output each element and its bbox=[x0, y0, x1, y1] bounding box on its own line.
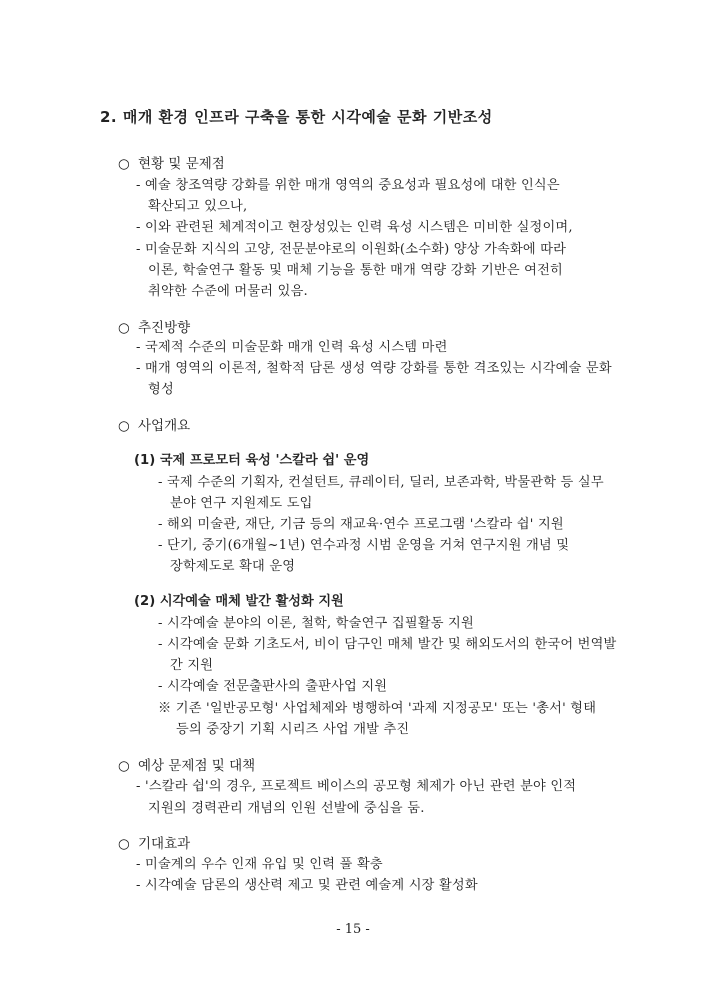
text-line: - 예술 창조역량 강화를 위한 매개 영역의 중요성과 필요성에 대한 인식은 bbox=[136, 178, 560, 193]
text-line: - 단기, 중기(6개월~1년) 연수과정 시범 운영을 거쳐 연구지원 개념 및 bbox=[158, 538, 570, 553]
text-line: - 시각예술 문화 기초도서, 비이 담구인 매체 발간 및 해외도서의 한국어 번역발 bbox=[158, 637, 617, 652]
text-line: 등의 중장기 기획 시리즈 사업 개발 추진 bbox=[176, 722, 410, 737]
subsection-heading: (2) 시각예술 매체 발간 활성화 지원 bbox=[134, 594, 344, 609]
text-line: 장학제도로 확대 운영 bbox=[170, 559, 296, 574]
circle-bullet-icon: ○ bbox=[118, 320, 130, 336]
text-line: 확산되고 있으나, bbox=[148, 199, 248, 214]
text-line: 간 지원 bbox=[170, 658, 214, 673]
text-line: - 시각예술 전문출판사의 출판사업 지원 bbox=[158, 679, 388, 694]
circle-bullet-icon: ○ bbox=[118, 418, 130, 434]
text-line: 취약한 수준에 머물러 있음. bbox=[148, 284, 308, 299]
section-overview bbox=[118, 414, 190, 434]
circle-bullet-icon: ○ bbox=[118, 156, 130, 172]
section-heading: 현황 및 문제점 bbox=[138, 156, 225, 172]
page-title: 2. 매개 환경 인프라 구축을 통한 시각예술 문화 기반조성 bbox=[100, 108, 493, 126]
text-line: - 매개 영역의 이론적, 철학적 담론 생성 역량 강화를 통한 격조있는 시각예술 문화 bbox=[136, 361, 612, 376]
page-number: - 15 - bbox=[336, 922, 370, 937]
section-effects bbox=[118, 832, 190, 852]
text-line: - '스칼라 쉽'의 경우, 프로젝트 베이스의 공모형 체제가 아닌 관련 분야 인적 bbox=[136, 779, 577, 794]
text-line: 분야 연구 지원제도 도입 bbox=[170, 496, 313, 511]
section-heading: 사업개요 bbox=[138, 418, 191, 434]
section-current-status bbox=[118, 152, 225, 172]
section-direction bbox=[118, 316, 190, 336]
text-line: - 국제 수준의 기획자, 컨설턴트, 큐레이터, 딜러, 보존과학, 박물관학 등 실무 bbox=[158, 475, 604, 490]
text-line: - 미술문화 지식의 고양, 전문분야로의 이원화(소수화) 양상 가속화에 따라 bbox=[136, 242, 567, 257]
text-line: - 시각예술 담론의 생산력 제고 및 관련 예술계 시장 활성화 bbox=[136, 878, 478, 893]
section-heading: 기대효과 bbox=[138, 836, 191, 852]
section-heading: 추진방향 bbox=[138, 320, 191, 336]
section-heading: 예상 문제점 및 대책 bbox=[138, 758, 256, 774]
text-line: 형성 bbox=[148, 382, 174, 397]
text-line: - 이와 관련된 체계적이고 현장성있는 인력 육성 시스템은 미비한 실정이며, bbox=[136, 220, 573, 235]
text-line: 이론, 학술연구 활동 및 매체 기능을 통한 매개 역량 강화 기반은 여전히 bbox=[148, 263, 563, 278]
text-line: 지원의 경력관리 개념의 인원 선발에 중심을 둠. bbox=[148, 801, 425, 816]
text-line: - 해외 미술관, 재단, 기금 등의 재교육·연수 프로그램 '스칼라 쉽' 지원 bbox=[158, 517, 564, 532]
section-issues bbox=[118, 754, 255, 774]
text-line: - 국제적 수준의 미술문화 매개 인력 육성 시스템 마련 bbox=[136, 340, 448, 355]
circle-bullet-icon: ○ bbox=[118, 758, 130, 774]
circle-bullet-icon: ○ bbox=[118, 836, 130, 852]
text-line: ※ 기존 '일반공모형' 사업체제와 병행하여 '과제 지정공모' 또는 '총서' 형태 bbox=[158, 701, 597, 716]
text-line: - 시각예술 분야의 이론, 철학, 학술연구 집필활동 지원 bbox=[158, 616, 474, 631]
text-line: - 미술계의 우수 인재 유입 및 인력 풀 확충 bbox=[136, 857, 383, 872]
subsection-heading: (1) 국제 프로모터 육성 '스칼라 쉽' 운영 bbox=[134, 453, 370, 468]
